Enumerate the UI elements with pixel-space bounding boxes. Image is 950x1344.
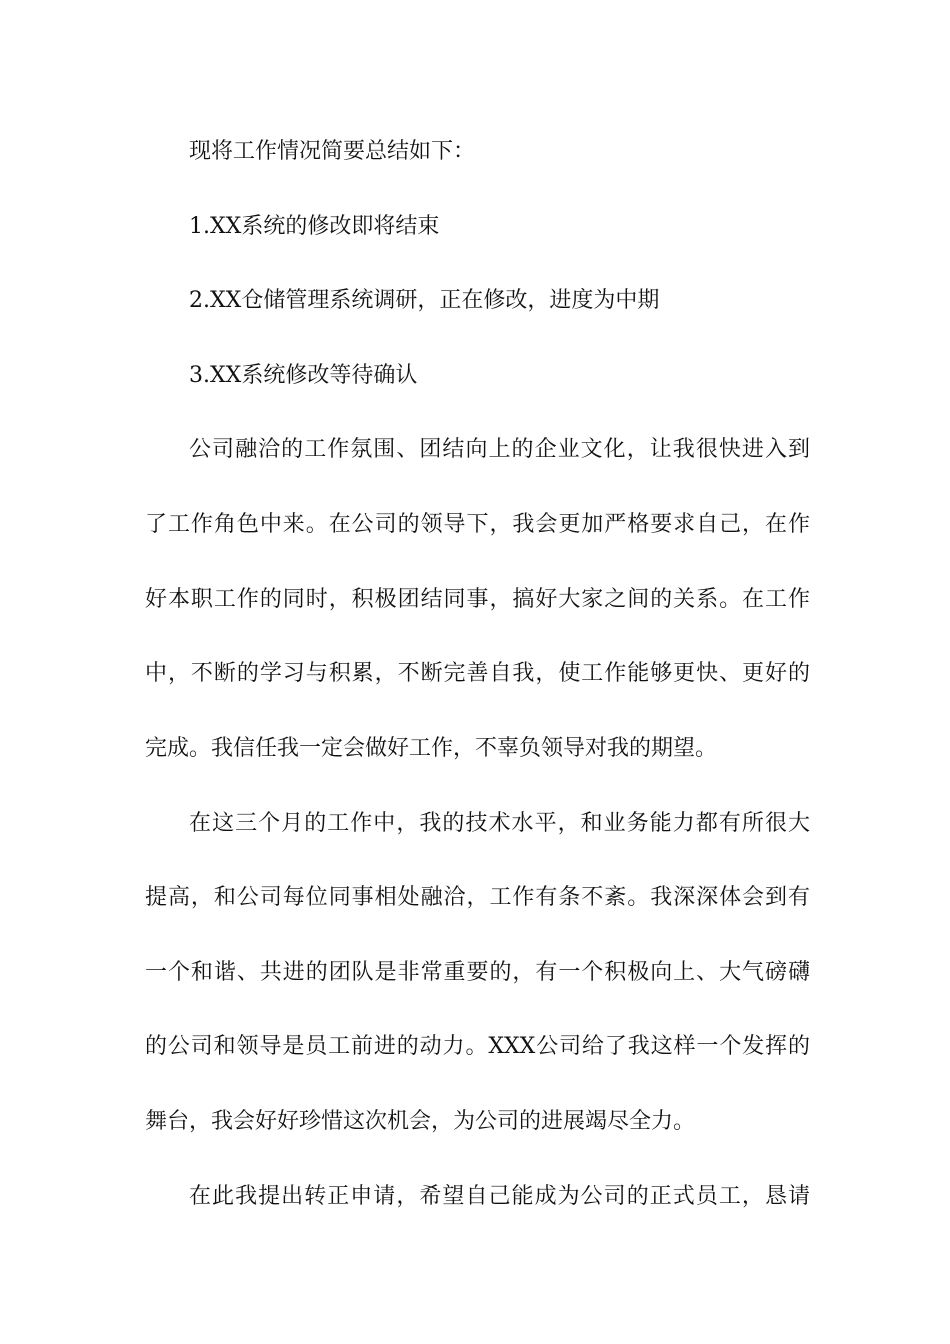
list-item: 2.XX仓储管理系统调研，正在修改，进度为中期 [189, 288, 660, 313]
paragraph-line: 一个和谐、共进的团队是非常重要的，有一个积极向上、大气磅礴 [145, 960, 810, 985]
paragraph-line: 中，不断的学习与积累，不断完善自我，使工作能够更快、更好的 [145, 661, 810, 686]
paragraph-line: 了工作角色中来。在公司的领导下，我会更加严格要求自己，在作 [145, 512, 810, 537]
paragraph-line: 完成。我信任我一定会做好工作，不辜负领导对我的期望。 [145, 736, 718, 761]
paragraph-line: 在此我提出转正申请，希望自己能成为公司的正式员工，恳请 [189, 1184, 810, 1209]
paragraph-line: 舞台，我会好好珍惜这次机会，为公司的进展竭尽全力。 [145, 1109, 696, 1134]
paragraph-line: 在这三个月的工作中，我的技术水平，和业务能力都有所很大 [189, 811, 810, 836]
paragraph-line: 好本职工作的同时，积极团结同事，搞好大家之间的关系。在工作 [145, 587, 810, 612]
paragraph-line: 提高，和公司每位同事相处融洽，工作有条不紊。我深深体会到有 [145, 885, 810, 910]
paragraph-line: 公司融洽的工作氛围、团结向上的企业文化，让我很快进入到 [189, 437, 810, 462]
intro-line: 现将工作情况简要总结如下： [189, 139, 476, 164]
list-item: 3.XX系统修改等待确认 [189, 363, 418, 388]
list-item: 1.XX系统的修改即将结束 [189, 214, 440, 239]
paragraph-line: 的公司和领导是员工前进的动力。XXX公司给了我这样一个发挥的 [145, 1034, 810, 1059]
